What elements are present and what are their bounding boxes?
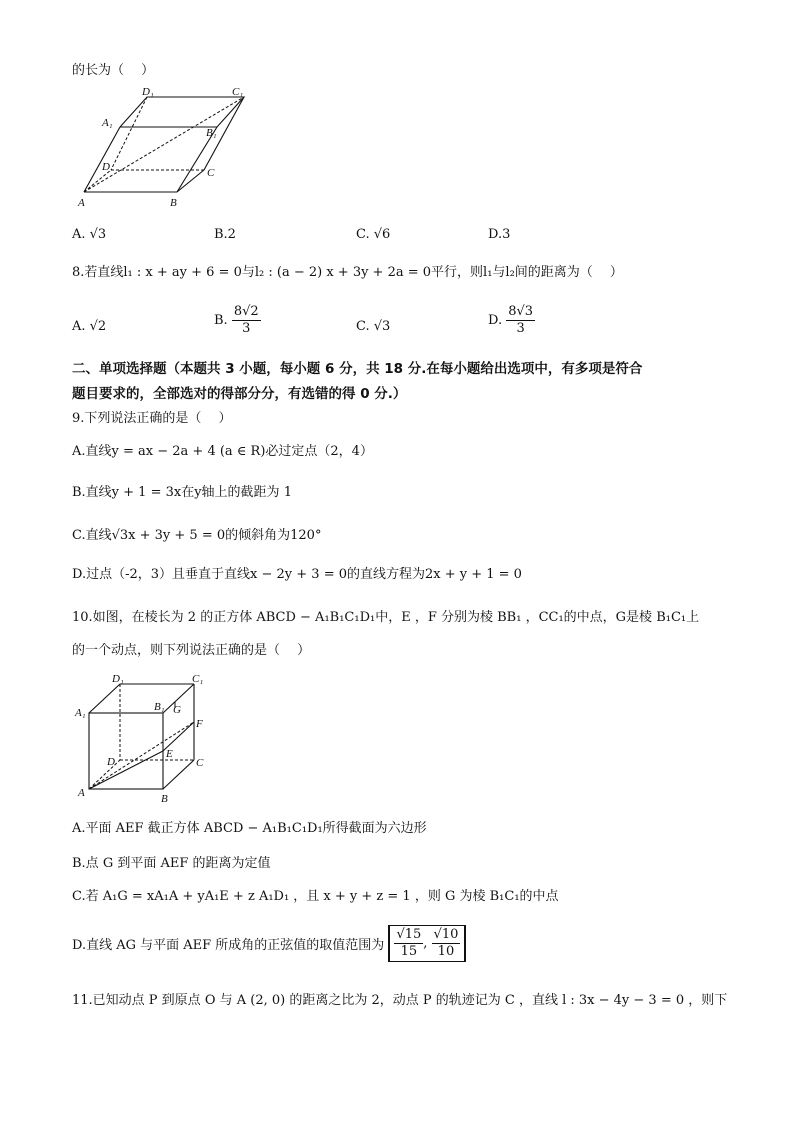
label-D1: D₁ [112, 673, 124, 685]
parallelepiped-figure [72, 86, 262, 210]
q9-stem: 9.下列说法正确的是（ ） [72, 411, 232, 426]
q7-option-c: C. √6 [356, 227, 391, 242]
q7-option-b: B.2 [214, 227, 236, 242]
q7-option-a: A. √3 [72, 227, 107, 242]
q9-option-b: B.直线y + 1 = 3x在y轴上的截距为 1 [72, 485, 292, 500]
q8-option-c: C. √3 [356, 319, 391, 334]
label-A1: A₁ [75, 707, 86, 719]
label-C: C [207, 167, 215, 179]
label-A: A [78, 787, 85, 799]
label-E: E [166, 748, 173, 760]
q10-stem-line2: 的一个动点，则下列说法正确的是（ ） [72, 643, 311, 658]
q8-stem: 8.若直线l₁ : x + ay + 6 = 0与l₂ : (a − 2) x + 3y + 2a = 0平行，则l₁与l₂间的距离为（ ） [72, 265, 623, 280]
label-D: D [107, 756, 115, 768]
q10-option-b: B.点 G 到平面 AEF 的距离为定值 [72, 856, 271, 871]
q11-stem: 11.已知动点 P 到原点 O 与 A (2, 0) 的距离之比为 2，动点 P 的轨迹记为 C ，直线 l : 3x − 4y − 3 = 0 ，则下 [72, 993, 728, 1008]
label-D1: D₁ [142, 86, 154, 98]
q8-option-d: D. $\frac{8√3}{3}$ [488, 304, 534, 336]
q8-option-b: B. $\frac{8√2}{3}$ [214, 304, 259, 336]
q8-b-numerator: 8√2 [233, 304, 259, 319]
q8-d-denominator: 3 [516, 321, 525, 336]
q8-d-numerator: 8√3 [508, 304, 534, 319]
q10-stem-line1: 10.如图，在棱长为 2 的正方体 ABCD − A₁B₁C₁D₁中，E ，F 分别为棱 BB₁ ，CC₁的中点，G是棱 B₁C₁上 [72, 610, 700, 625]
label-B: B [170, 197, 177, 209]
q7-option-d: D.3 [488, 227, 511, 242]
cube-figure [72, 672, 222, 806]
q8-option-a: A. √2 [72, 319, 107, 334]
label-D: D [102, 161, 110, 173]
label-B: B [161, 793, 168, 805]
label-C: C [196, 757, 204, 769]
label-C1: C₁ [192, 673, 204, 685]
label-B1: B₁ [206, 127, 217, 139]
q9-option-d: D.过点（-2，3）且垂直于直线x − 2y + 3 = 0的直线方程为2x + y + 1 = 0 [72, 567, 522, 582]
q10-option-a: A.平面 AEF 截正方体 ABCD − A₁B₁C₁D₁所得截面为六边形 [72, 821, 427, 836]
q9-option-a: A.直线y = ax − 2a + 4 (a ∈ R)必过定点（2，4） [72, 444, 373, 459]
label-F: F [196, 718, 203, 730]
section-2-heading-line1: 二、单项选择题（本题共 3 小题，每小题 6 分，共 18 分.在每小题给出选项中，有多项是符合 [72, 361, 643, 377]
label-C1: C₁ [232, 86, 244, 98]
label-B1: B₁ [154, 701, 165, 713]
label-A: A [78, 197, 85, 209]
label-G: G [173, 704, 181, 716]
q7-stem-tail: 的长为（ ） [72, 63, 155, 78]
q9-option-c: C.直线√3x + 3y + 5 = 0的倾斜角为120° [72, 528, 322, 543]
q10-option-d: D.直线 AG 与平面 AEF 所成角的正弦值的取值范围为 $\frac{√15}{15}$ , $\frac{√10}{10}$ [72, 925, 466, 962]
label-A1: A₁ [102, 117, 113, 129]
q10-option-c: C.若 A₁G = xA₁A + yA₁E + z A₁D₁ ，且 x + y + z = 1 ，则 G 为棱 B₁C₁的中点 [72, 889, 559, 904]
section-2-heading-line2: 题目要求的，全部选对的得部分分，有选错的得 0 分.） [72, 386, 407, 402]
q10-d-range-bracket: $\frac{√15}{15}$ , $\frac{√10}{10}$ [388, 925, 466, 962]
q8-b-denominator: 3 [242, 321, 251, 336]
